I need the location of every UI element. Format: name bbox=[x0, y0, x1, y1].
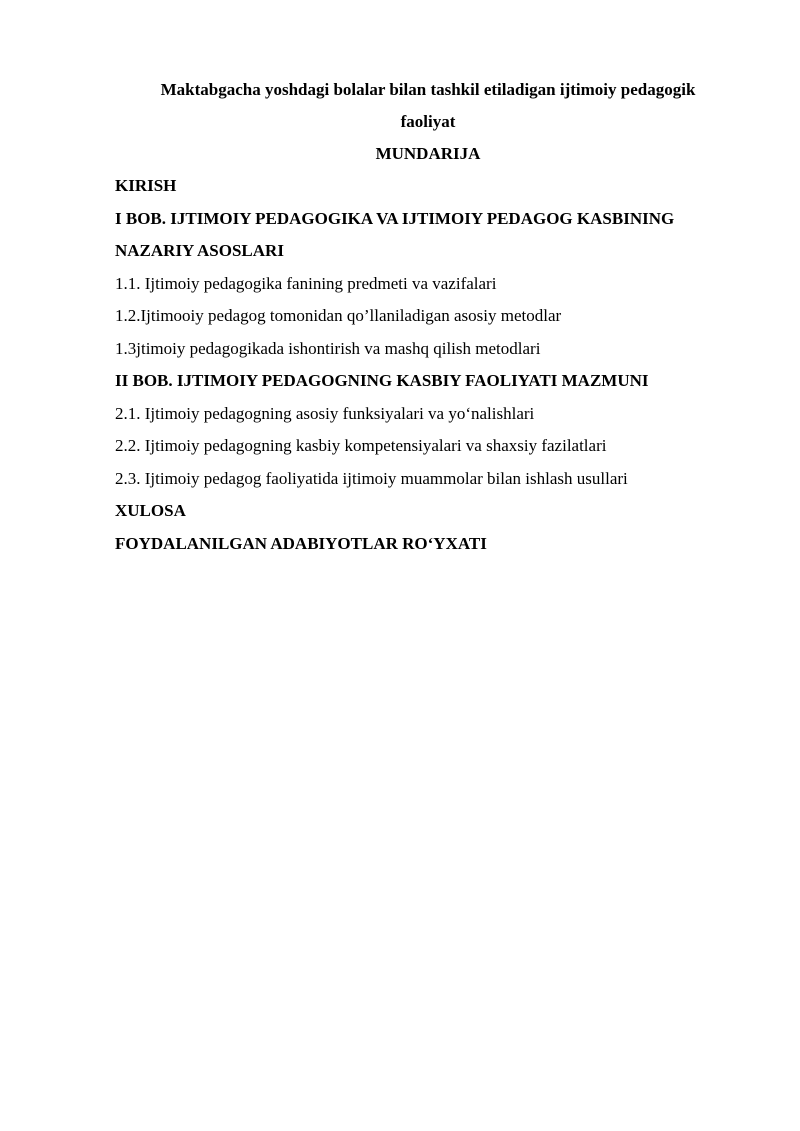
toc-section-2-1: 2.1. Ijtimoiy pedagogning asosiy funksiyalari va yo‘nalishlari bbox=[115, 403, 535, 423]
toc-section-1-3: 1.3jtimoiy pedagogikada ishontirish va mashq qilish metodlari bbox=[115, 338, 541, 358]
toc-chapter-1-line-2: NAZARIY ASOSLARI bbox=[115, 241, 284, 260]
toc-references: FOYDALANILGAN ADABIYOTLAR RO‘YXATI bbox=[115, 533, 487, 553]
contents-heading: MUNDARIJA bbox=[375, 144, 481, 163]
toc-section-1-2: 1.2.Ijtimooiy pedagog tomonidan qo’llaniladigan asosiy metodlar bbox=[115, 306, 562, 325]
table-of-contents bbox=[115, 170, 755, 560]
toc-section-2-2: 2.2. Ijtimoiy pedagogning kasbiy kompetensiyalari va shaxsiy fazilatlari bbox=[115, 436, 607, 455]
toc-section-1-1: 1.1. Ijtimoiy pedagogika fanining predmeti va vazifalari bbox=[115, 273, 497, 293]
toc-chapter-1-line-1: I BOB. IJTIMOIY PEDAGOGIKA VA IJTIMOIY PEDAGOG KASBINING bbox=[115, 208, 675, 228]
document-title-line-1: Maktabgacha yoshdagi bolalar bilan tashkil etiladigan ijtimoiy pedagogik bbox=[160, 80, 696, 99]
toc-conclusion: XULOSA bbox=[115, 501, 186, 520]
toc-section-2-3: 2.3. Ijtimoiy pedagog faoliyatida ijtimoiy muammolar bilan ishlash usullari bbox=[115, 468, 628, 488]
toc-intro: KIRISH bbox=[115, 176, 177, 195]
toc-chapter-2: II BOB. IJTIMOIY PEDAGOGNING KASBIY FAOLIYATI MAZMUNI bbox=[115, 371, 649, 390]
title-block bbox=[115, 74, 741, 170]
document-title-line-2: faoliyat bbox=[400, 112, 456, 131]
